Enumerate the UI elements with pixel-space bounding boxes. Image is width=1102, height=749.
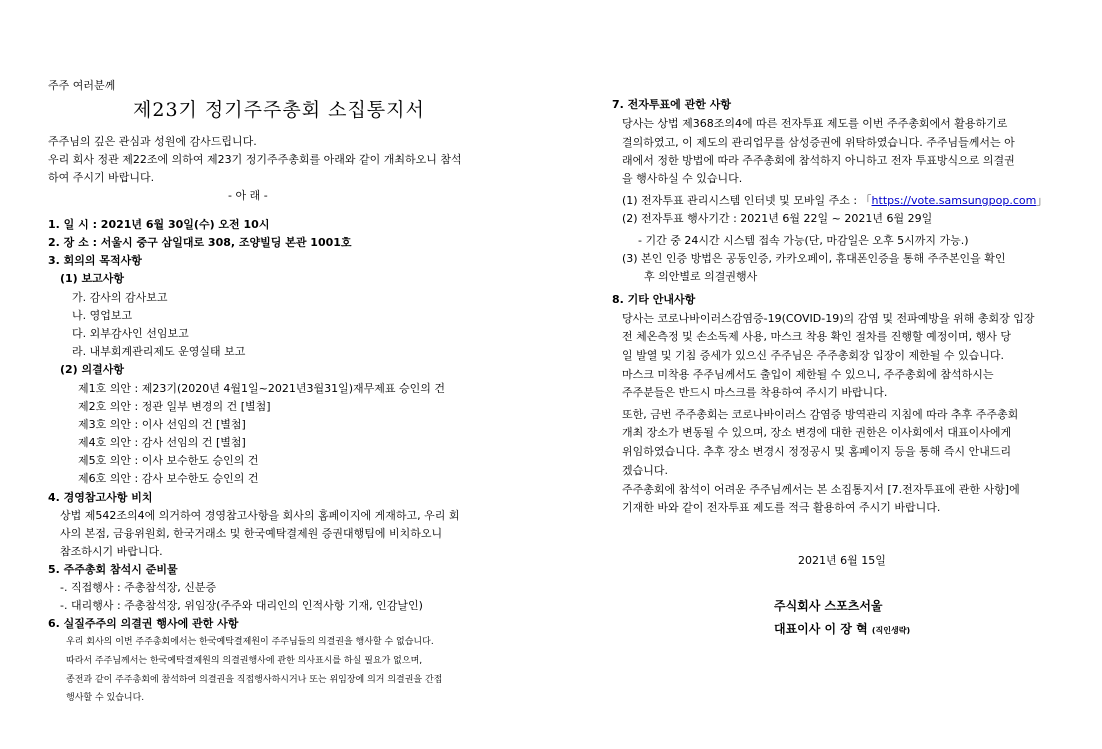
page-title: 제23기 정기주주총회 소집통지서 — [133, 99, 425, 121]
evoting-address — [622, 192, 1047, 208]
other-line: 또한, 금번 주주총회는 코로나바이러스 감염증 방역관리 지침에 따라 추후 주주총회 — [622, 408, 1019, 421]
agenda-item: 제4호 의안 : 감사 선임의 건 [별첨] — [78, 436, 246, 449]
evoting-address-label: (1) 전자투표 관리시스템 인터넷 및 모바일 주소 : 「 — [622, 194, 872, 207]
other-line: 겠습니다. — [622, 464, 669, 477]
evoting-line: 결의하였고, 이 제도의 관리업무를 삼성증권에 위탁하였습니다. 주주님들께서는 아 — [622, 136, 1015, 149]
beneficial-voting-line: 우리 회사의 이번 주주총회에서는 한국예탁결제원이 주주님들의 의결권을 행사할 수 없습니다. — [66, 637, 434, 647]
resolution-items-heading: (2) 의결사항 — [60, 363, 125, 376]
report-item: 가. 감사의 감사보고 — [72, 291, 168, 304]
ceo-name — [774, 620, 910, 637]
other-line: 마스크 미착용 주주님께서도 출입이 제한될 수 있으니, 주주총회에 참석하시는 — [622, 368, 994, 381]
section-datetime: 1. 일 시 : 2021년 6월 30일(수) 오전 10시 — [48, 218, 270, 231]
agenda-item: 제1호 의안 : 제23기(2020년 4월1일~2021년3월31일)재무제표 승인의 건 — [78, 382, 445, 395]
report-item: 나. 영업보고 — [72, 309, 133, 322]
reference-line: 참조하시기 바랍니다. — [60, 545, 163, 558]
evoting-url-link[interactable]: https://vote.samsungpop.com — [871, 194, 1037, 207]
intro-line-3: 하여 주시기 바랍니다. — [48, 171, 155, 184]
other-line: 당사는 코로나바이러스감염증-19(COVID-19)의 감염 및 전파예방을 위해 총회장 입장 — [622, 312, 1035, 325]
section-agenda: 3. 회의의 목적사항 — [48, 254, 142, 267]
section-venue: 2. 장 소 : 서울시 중구 삼일대로 308, 조양빌딩 본관 1001호 — [48, 236, 352, 249]
beneficial-voting-line: 따라서 주주님께서는 한국예탁결제원의 의결권행사에 관한 의사표시를 하실 필요가 없으며, — [66, 656, 423, 666]
section-evoting: 7. 전자투표에 관한 사항 — [612, 98, 731, 111]
intro-line-2: 우리 회사 정관 제22조에 의하여 제23기 정기주주총회를 아래와 같이 개최하오니 참석 — [48, 153, 462, 166]
other-line: 개최 장소가 변동될 수 있으며, 장소 변경에 대한 권한은 이사회에서 대표이사에게 — [622, 426, 1012, 439]
seal-omitted-note: (직인생략) — [871, 626, 911, 635]
reference-line: 사의 본점, 금융위원회, 한국거래소 및 한국예탁결제원 증권대행팀에 비치하오니 — [60, 527, 443, 540]
agenda-item: 제3호 의안 : 이사 선임의 건 [별첨] — [78, 418, 246, 431]
other-line: 주주총회에 참석이 어려운 주주님께서는 본 소집통지서 [7.전자투표에 관한 사항]에 — [622, 483, 1020, 496]
notice-date: 2021년 6월 15일 — [798, 554, 886, 567]
other-line: 주주분들은 반드시 마스크를 착용하여 주시기 바랍니다. — [622, 386, 888, 399]
evoting-auth: (3) 본인 인증 방법은 공동인증, 카카오페이, 휴대폰인증을 통해 주주본인을 확인 — [622, 252, 1006, 265]
section-reference: 4. 경영참고사항 비치 — [48, 491, 153, 504]
beneficial-voting-line: 종전과 같이 주주총회에 참석하여 의결권을 직접행사하시거나 또는 위임장에 의거 의결권을 간접 — [66, 675, 443, 685]
requirement-line: -. 대리행사 : 주총참석장, 위임장(주주와 대리인의 인적사항 기재, 인감날인) — [60, 599, 423, 612]
other-line: 기재한 바와 같이 전자투표 제도를 적극 활용하여 주시기 바랍니다. — [622, 501, 941, 514]
below-marker: - 아 래 - — [228, 189, 268, 202]
intro-line-1: 주주님의 깊은 관심과 성원에 감사드립니다. — [48, 135, 257, 148]
report-items-heading: (1) 보고사항 — [60, 272, 125, 285]
agenda-item: 제5호 의안 : 이사 보수한도 승인의 건 — [78, 454, 259, 467]
section-requirements: 5. 주주총회 참석시 준비물 — [48, 563, 178, 576]
report-item: 라. 내부회계관리제도 운영실태 보고 — [72, 345, 246, 358]
agenda-item: 제6호 의안 : 감사 보수한도 승인의 건 — [78, 472, 259, 485]
other-line: 위임하였습니다. 추후 장소 변경시 정정공시 및 홈페이지 등을 통해 즉시 안내드리 — [622, 445, 1012, 458]
requirement-line: -. 직접행사 : 주총참석장, 신분증 — [60, 581, 217, 594]
company-name: 주식회사 스포츠서울 — [774, 599, 883, 613]
beneficial-voting-line: 행사할 수 있습니다. — [66, 693, 145, 703]
section-other: 8. 기타 안내사항 — [612, 293, 696, 306]
report-item: 다. 외부감사인 선임보고 — [72, 327, 189, 340]
other-line: 전 체온측정 및 손소독제 사용, 마스크 착용 확인 절차를 진행할 예정이며, 행사 당 — [622, 330, 1011, 343]
agenda-item: 제2호 의안 : 정관 일부 변경의 건 [별첨] — [78, 400, 271, 413]
ceo-name-text: 대표이사 이 장 혁 — [774, 622, 868, 636]
evoting-auth-cont: 후 의안별로 의결권행사 — [644, 270, 758, 283]
addressee: 주주 여러분께 — [48, 79, 116, 92]
evoting-line: 래에서 정한 방법에 따라 주주총회에 참석하지 아니하고 전자 투표방식으로 의결권 — [622, 154, 1015, 167]
evoting-period-note: - 기간 중 24시간 시스템 접속 가능(단, 마감일은 오후 5시까지 가능.) — [638, 234, 969, 247]
evoting-line: 을 행사하실 수 있습니다. — [622, 172, 743, 185]
evoting-address-close: 」 — [1036, 194, 1048, 207]
evoting-line: 당사는 상법 제368조의4에 따른 전자투표 제도를 이번 주주총회에서 활용하기로 — [622, 117, 1008, 130]
section-beneficial-voting: 6. 실질주주의 의결권 행사에 관한 사항 — [48, 617, 239, 630]
evoting-period: (2) 전자투표 행사기간 : 2021년 6월 22일 ~ 2021년 6월 29일 — [622, 212, 933, 225]
reference-line: 상법 제542조의4에 의거하여 경영참고사항을 회사의 홈페이지에 게재하고, 우리 회 — [60, 509, 460, 522]
other-line: 일 발열 및 기침 증세가 있으신 주주님은 주주총회장 입장이 제한될 수 있습니다. — [622, 349, 1004, 362]
